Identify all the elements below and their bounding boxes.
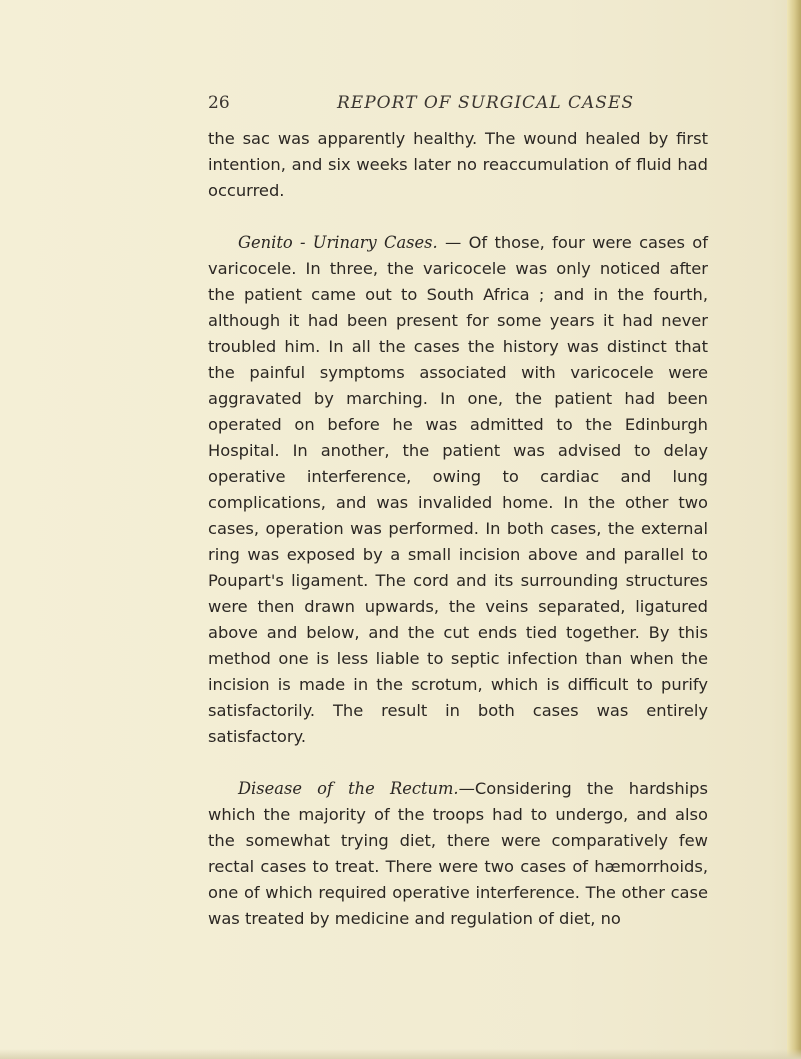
running-head: REPORT OF SURGICAL CASES (337, 93, 634, 113)
page-number: 26 (208, 93, 230, 113)
paragraph-text: the sac was apparently healthy. The wound healed by first intention, and six weeks later no reaccumulation of fluid had occurred. (208, 129, 708, 200)
paragraph-continuation (208, 126, 708, 204)
paragraph-genito-urinary (208, 230, 708, 750)
section-lead-genito-urinary: Genito - Urinary Cases. (238, 233, 438, 252)
paragraph-rectum (208, 776, 708, 932)
paragraph-text: — Of those, four were cases of varicocele. In three, the varicocele was only noticed after the patient came out to South Africa ; and in the fourth, although it had been present for some years it had never troubled him. In all the cases the history was distinct that the painful symptoms associated with varicocele were aggravated by marching. In one, the patient had been operated on before he was admitted to the Edinburgh Hospital. In another, the patient was advised to delay operative interference, owing to cardiac and lung complications, and was invalided home. In the other two cases, operation was performed. In both cases, the external ring was exposed by a small incision above and parallel to Poupart's ligament. The cord and its surrounding structures were then drawn upwards, the veins separated, ligatured above and below, and the cut ends tied together. By this method one is less liable to septic infection than when the incision is made in the scrotum, which is difficult to purify satisfactorily. The result in both cases was entirely satisfactory. (208, 233, 709, 746)
paragraph-text: —Considering the hardships which the majority of the troops had to undergo, and also the somewhat trying diet, there were comparatively few rectal cases to treat. There were two cases of hæmorrhoids, one of which required operative interference. The other case was treated by medicine and regulation of diet, no (208, 779, 708, 928)
body-text (208, 126, 708, 932)
section-lead-rectum: Disease of the Rectum. (238, 779, 459, 798)
page-bottom-shadow (0, 1049, 801, 1059)
page-header (208, 93, 634, 117)
page-edge (787, 0, 801, 1059)
